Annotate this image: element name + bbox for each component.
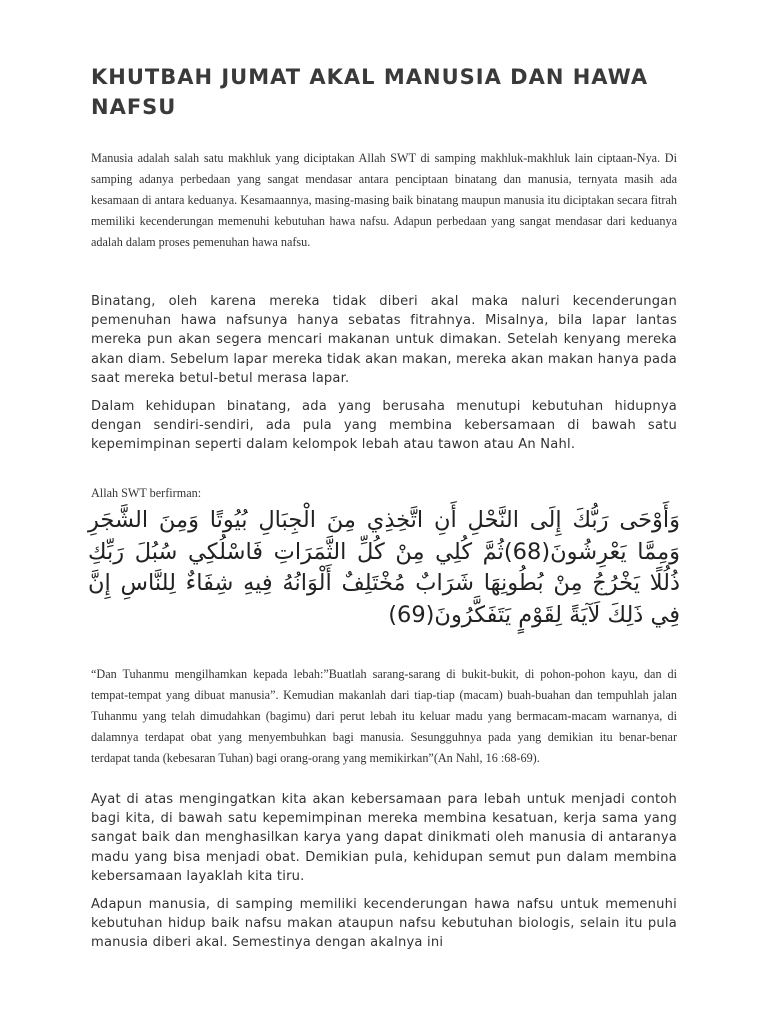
arabic-verse: وَأَوْحَى رَبُّكَ إِلَى النَّحْلِ أَنِ اتَّخِذِي مِنَ الْجِبَالِ بُيُوتًا وَمِنَ الشَّجَرِ وَمِمَّا يَعْرِشُونَ(68)ثُمَّ كُلِي مِنْ كُلِّ الثَّمَرَاتِ فَاسْلُكِي سُبُلَ رَبِّكِ ذُلُلًا يَخْرُجُ مِنْ بُطُونِهَا شَرَابٌ مُخْتَلِفٌ أَلْوَانُهُ فِيهِ شِفَاءٌ لِلنَّاسِ إِنَّ فِي ذَلِكَ لَآيَةً لِقَوْمٍ يَتَفَكَّرُونَ(69) [88, 507, 680, 628]
paragraph-animals: Binatang, oleh karena mereka tidak diberi akal maka naluri kecenderungan pemenuhan hawa nafsunya hanya sebatas fitrahnya. Misalnya, bila lapar lantas mereka pun akan segera mencari makanan untuk dimakan. Setelah kenyang mereka akan diam. Sebelum lapar mereka tidak akan makan, mereka akan makan hanya pada saat mereka betul-betul merasa lapar. [91, 294, 677, 386]
paragraph-intro: Manusia adalah salah satu makhluk yang diciptakan Allah SWT di samping makhluk-makhluk lain ciptaan-Nya. Di samping adanya perbedaan yang sangat mendasar antara penciptaan binatang dan manusia, ternyata masih ada kesamaan di antara keduanya. Kesamaannya, masing-masing baik binatang maupun manusia itu diciptakan secara fitrah memiliki kecenderungan memenuhi kebutuhan hawa nafsu. Adapun perbedaan yang sangat mendasar dari keduanya adalah dalam proses pemenuhan hawa nafsu. [91, 151, 677, 249]
page-title: KHUTBAH JUMAT AKAL MANUSIA DAN HAWA NAFSU [91, 65, 649, 119]
verse-translation: “Dan Tuhanmu mengilhamkan kepada lebah:”Buatlah sarang-sarang di bukit-bukit, di pohon-pohon kayu, dan di tempat-tempat yang dibuat manusia”. Kemudian makanlah dari tiap-tiap (macam) buah-buahan dan tempuhlah jalan Tuhanmu yang telah dimudahkan (bagimu) dari perut lebah itu keluar madu yang bermacam-macam warnanya, di dalamnya terdapat obat yang menyembuhkan bagi manusia. Sesungguhnya pada yang demikian itu benar-benar terdapat tanda (kebesaran Tuhan) bagi orang-orang yang memikirkan”(An Nahl, 16 :68-69). [91, 667, 677, 765]
paragraph-lesson: Ayat di atas mengingatkan kita akan kebersamaan para lebah untuk menjadi contoh bagi kita, di bawah satu kepemimpinan mereka membina kesatuan, kerja sama yang sangat baik dan menghasilkan karya yang dapat dinikmati oleh manusia di antaranya madu yang bisa menjadi obat. Demikian pula, kehidupan semut pun dalam membina kebersamaan layaklah kita tiru. [91, 792, 677, 884]
verse-intro: Allah SWT berfirman: [91, 486, 202, 500]
paragraph-bees: Dalam kehidupan binatang, ada yang berusaha menutupi kebutuhan hidupnya dengan sendiri-sendiri, ada pula yang membina kebersamaan di bawah satu kepemimpinan seperti dalam kelompok lebah atau tawon atau An Nahl. [91, 399, 677, 453]
paragraph-humans: Adapun manusia, di samping memiliki kecenderungan hawa nafsu untuk memenuhi kebutuhan hidup baik nafsu makan ataupun nafsu kebutuhan biologis, selain itu pula manusia diberi akal. Semestinya dengan akalnya ini [91, 897, 677, 951]
